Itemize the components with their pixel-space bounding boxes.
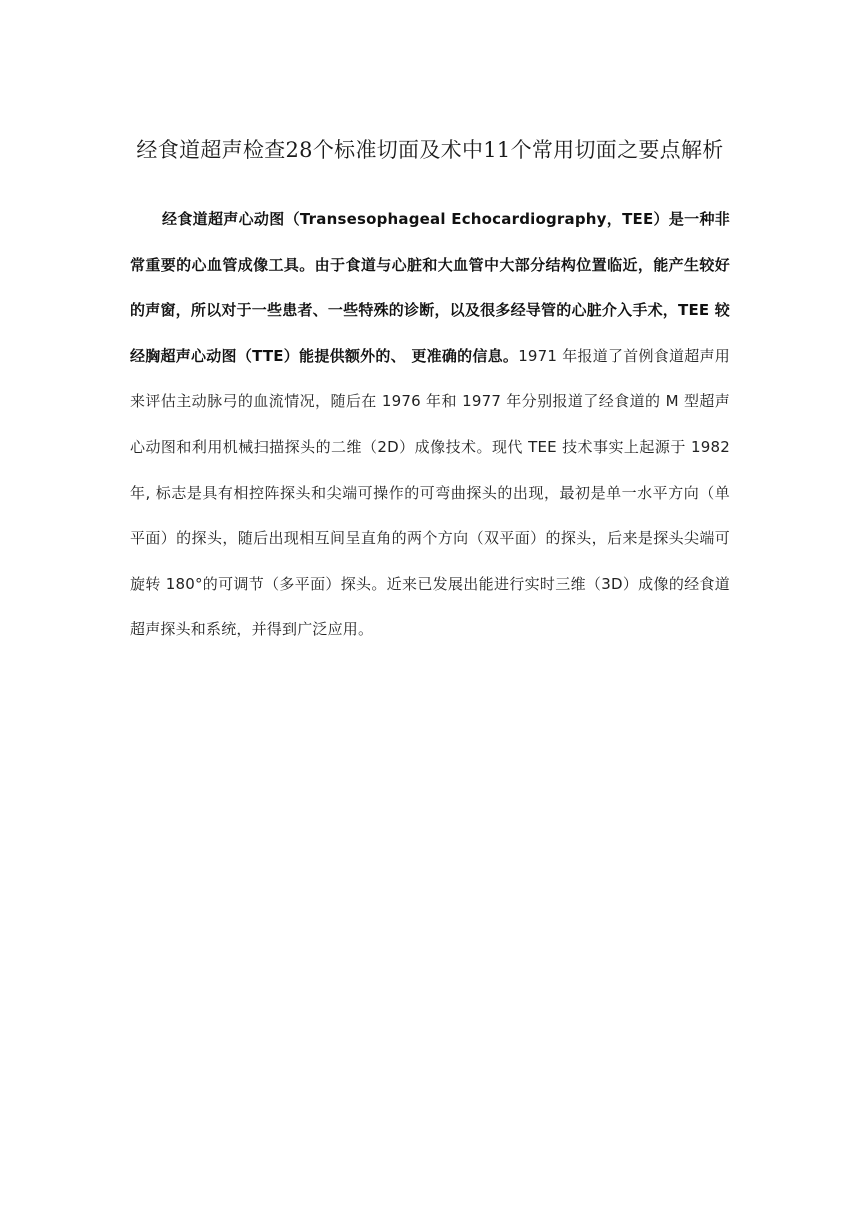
paragraph-bold-text: 经食道超声心动图（Transesophageal Echocardiography，TEE）是一种非常重要的心血管成像工具。由于食道与心脏和大血管中大部分结构位置临近，能产生较好的声窗，所以对于一些患者、一些特殊的诊断，以及很多经导管的心脏介入手术，TEE 较经胸超声心动图（TTE）能提供额外的、 更准确的信息。 bbox=[130, 210, 730, 365]
body-paragraph bbox=[130, 197, 730, 653]
paragraph-normal-text: 1971 年报道了首例食道超声用来评估主动脉弓的血流情况，随后在 1976 年和 1977 年分别报道了经食道的 M 型超声心动图和利用机械扫描探头的二维（2D）成像技术。现代 TEE 技术事实上起源于 1982 年, 标志是具有相控阵探头和尖端可操作的可弯曲探头的出现，最初是单一水平方向（单平面）的探头，随后出现相互间呈直角的两个方向（双平面）的探头，后来是探头尖端可旋转 180°的可调节（多平面）探头。近来已发展出能进行实时三维（3D）成像的经食道超声探头和系统，并得到广泛应用。 bbox=[130, 346, 730, 639]
document-title: 经食道超声检查28个标准切面及术中11个常用切面之要点解析 bbox=[136, 138, 724, 162]
